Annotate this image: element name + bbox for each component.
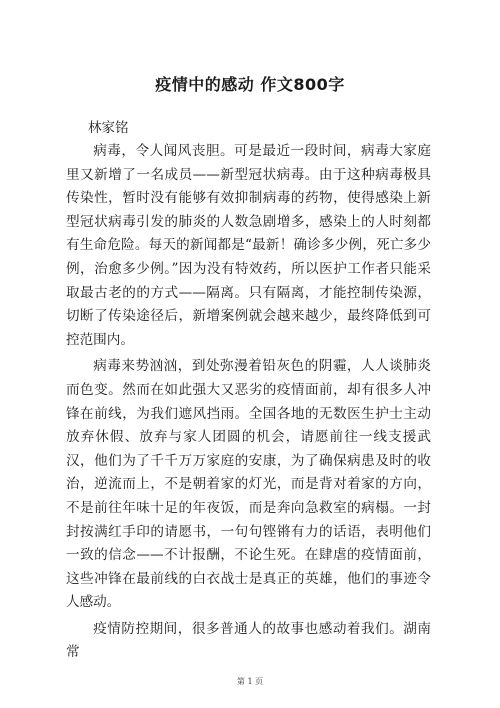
paragraph-1: 病毒，令人闻风丧胆。可是最近一段时间，病毒大家庭里又新增了一名成员——新型冠状病毒。由于这种病毒极具传染性，暂时没有能够有效抑制病毒的药物，使得感染上新型冠状病毒引发的肺炎的人数急剧增多，感染上的人时刻都有生命危险。每天的新闻都是“最新！确诊多少例，死亡多少例，治愈多少例。”因为没有特效药，所以医护工作者只能采取最古老的的方式——隔离。只有隔离，才能控制传染源，切断了传染途径后，新增案例就会越来越少，最终降低到可控范围内。 (66, 143, 431, 348)
paragraph-2: 病毒来势汹汹，到处弥漫着铅灰色的阴霾，人人谈肺炎而色变。然而在如此强大又恶劣的疫情面前，却有很多人冲锋在前线，为我们遮风挡雨。全国各地的无数医生护士主动放弃休假、放弃与家人团圆的机会，请愿前往一线支援武汉，他们为了千千万万家庭的安康，为了确保病患及时的收治，逆流而上，不是朝着家的灯光，而是背对着家的方向，不是前往年味十足的年夜饭，而是奔向急救室的病榻。一封封按满红手印的请愿书，一句句铿锵有力的话语，表明他们一致的信念——不计报酬，不论生死。在肆虐的疫情面前，这些冲锋在最前线的白衣战士是真正的英雄，他们的事迹令人感动。 (66, 358, 431, 611)
document-title: 疫情中的感动 作文800字 (155, 75, 345, 94)
paragraph-3: 疫情防控期间，很多普通人的故事也感动着我们。湖南常 (66, 620, 431, 661)
article-body (66, 140, 431, 665)
author-name: 林家铭 (88, 120, 129, 136)
page-number: 第 1 页 (236, 677, 264, 686)
